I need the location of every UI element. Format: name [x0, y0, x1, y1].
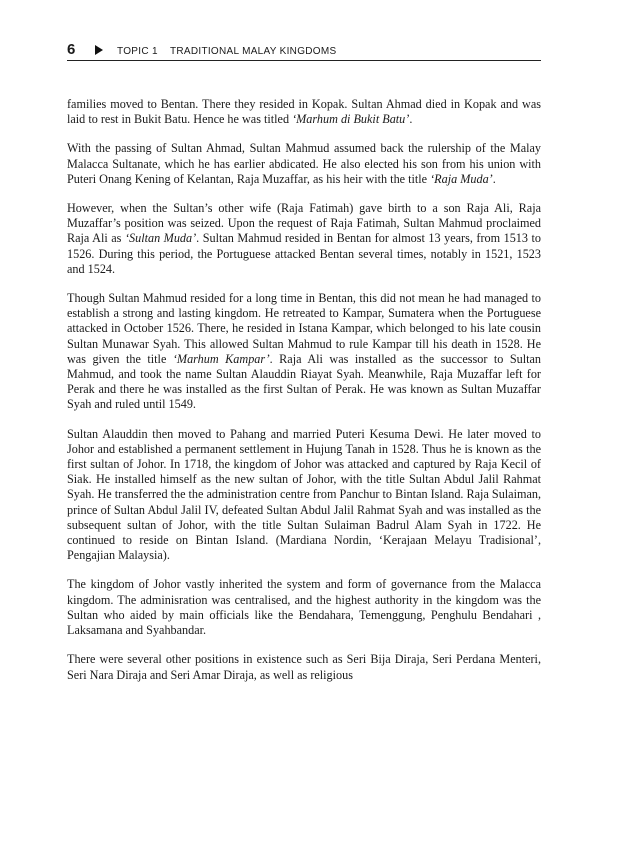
text-run: However, when the Sultan’s other wife (Raja Fatimah) gave birth to a son Raja Ali, Raja Muzaffar’s position was seized. Upon the request of Raja Fatimah, Sultan Mahmud proclaimed Raja Ali as [67, 201, 541, 246]
italic-title: ‘Marhum Kampar’ [172, 351, 270, 366]
paragraph [67, 291, 541, 413]
italic-title: ‘Sultan Muda’ [124, 231, 197, 246]
text-run: There were several other positions in existence such as Seri Bija Diraja, Seri Perdana Menteri, Seri Nara Diraja and Seri Amar Diraja, as well as religious [67, 652, 541, 682]
text-run: Though Sultan Mahmud resided for a long time in Bentan, this did not mean he had managed to establish a strong and lasting kingdom. He retreated to Kampar, Sumatera when the Portuguese attacked in October 1526. There, he resided in Istana Kampar, which belonged to his late cousin Sultan Munawar Syah. This allowed Sultan Mahmud to rule Kampar till his death in 1528. He was given the title [67, 291, 541, 366]
text-run: . Sultan Mahmud resided in Bentan for almost 13 years, from 1513 to 1526. During this period, the Portuguese attacked Bentan several times, notably in 1521, 1523 and 1524. [67, 231, 541, 276]
italic-title: ‘Marhum di Bukit Batu’ [292, 112, 410, 127]
text-run: With the passing of Sultan Ahmad, Sultan Mahmud assumed back the rulership of the Malay Malacca Sultanate, which he has earlier abdicated. He also elected his son from his union with Puteri Onang Kening of Kelantan, Raja Muzaffar, as his heir with the title [67, 141, 541, 186]
text-run: families moved to Bentan. There they resided in Kopak. Sultan Ahmad died in Kopak and was laid to rest in Bukit Batu. Hence he was titled [67, 97, 541, 127]
body-text [67, 97, 541, 683]
text-run: . [409, 112, 413, 127]
paragraph [67, 201, 541, 277]
page-number: 6 [67, 41, 76, 58]
paragraph [67, 577, 541, 638]
paragraph [67, 141, 541, 187]
text-run: . Raja Ali was installed as the successor to Sultan Mahmud, and took the name Sultan Alauddin Riayat Syah. Meanwhile, Raja Muzaffar left for Perak and there he was installed as the first Sultan of Perak. He was known as Sultan Muzaffar Syah and ruled until 1549. [67, 351, 541, 412]
play-arrow-icon [95, 45, 103, 55]
running-title: TOPIC 1 TRADITIONAL MALAY KINGDOMS [117, 46, 337, 57]
paragraph [67, 427, 541, 564]
italic-title: ‘Raja Muda’ [430, 171, 493, 186]
paragraph [67, 652, 541, 682]
text-run: The kingdom of Johor vastly inherited the system and form of governance from the Malacca kingdom. The adminisration was centralised, and the highest authority in the kingdom was the Sultan who aided by main officials like the Bendahara, Temenggung, Penghulu Bendahari , Laksamana and Syahbandar. [67, 577, 541, 638]
text-run: . [492, 171, 496, 186]
page-header [67, 40, 541, 61]
text-run: Sultan Alauddin then moved to Pahang and married Puteri Kesuma Dewi. He later moved to Johor and established a permanent settlement in Hujung Tanah in 1528. Thus he is known as the first sultan of Johor. In 1718, the kingdom of Johor was attacked and captured by Raja Kecil of Siak. He installed himself as the new sultan of Johor, with the title Sultan Abdul Jalil Rahmat Syah. He transferred the the administration centre from Panchur to Bintan Island. Raja Sulaiman, prince of Sultan Abdul Jalil IV, defeated Sultan Abdul Jalil Rahmat Syah and was installed as the subsequent sultan of Johor, with the title Sultan Sulaiman Badrul Alam Syah in 1722. He continued to reside on Bintan Island. (Mardiana Nordin, ‘Kerajaan Melayu Tradisional’, Pengajian Malaysia). [67, 426, 541, 563]
paragraph [67, 97, 541, 127]
